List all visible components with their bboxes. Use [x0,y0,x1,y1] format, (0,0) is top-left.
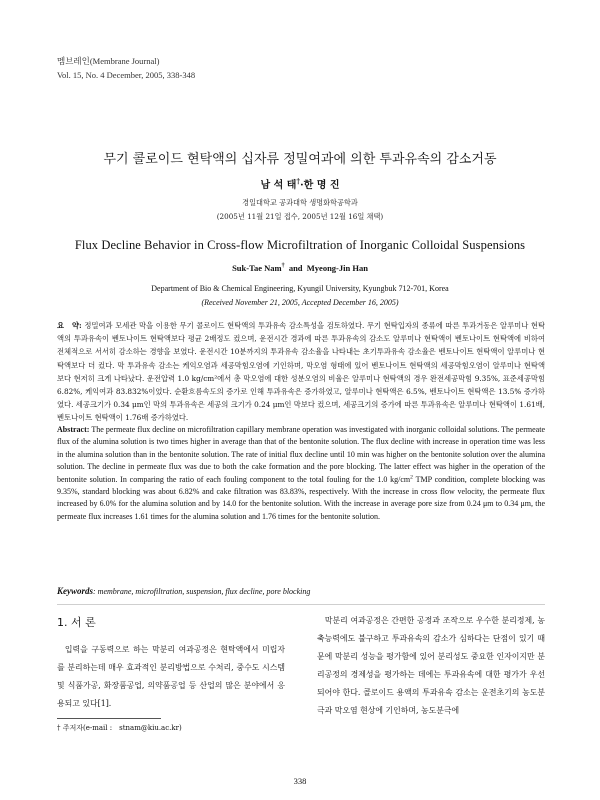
author-separator: · [300,180,304,191]
journal-name: 멤브레인(Membrane Journal) [57,56,160,66]
keywords-list: : membrane, microfiltration, suspension, flux decline, pore blocking [93,587,311,596]
journal-header [57,54,195,82]
intro-paragraph-right: 막분리 여과공정은 간편한 공정과 조작으로 우수한 분리정제, 농축능력에도 불구하고 투과유속의 감소가 심하다는 단점이 있기 때문에 막분리 성능을 평가함에 있어 분리성도 중요한 인자이지만 분리공정의 경제성을 평가하는 데에는 투과유속에 대한 평가가 우선되어야 한다. 콜로이드 용액의 투과유속 감소는 운전초기의 농도분극과 막오염 현상에 기인하며, 농도분극에 [317,616,545,715]
english-received: (Received November 21, 2005, Accepted December 16, 2005) [201,298,399,307]
english-affiliation [0,282,600,310]
korean-abstract [57,319,545,425]
keywords-label: Keywords [57,586,93,596]
english-dept: Department of Bio & Chemical Engineering, Kyungil University, Kyungbuk 712-701, Korea [151,284,449,293]
author-2-en: Myeong-Jin Han [306,263,368,273]
korean-abstract-label: 요 약: [57,321,82,330]
corresponding-mark: † [296,176,301,186]
author-and: and [288,263,303,273]
corresponding-mark-en: † [281,263,285,270]
korean-dates: (2005년 11월 21일 접수, 2005년 12월 16일 채택) [216,212,384,221]
english-authors [0,263,600,273]
author-1: 남 석 태 [260,180,297,191]
section-divider [57,604,545,605]
body-left-column [57,641,285,713]
korean-authors [0,176,600,191]
keywords [57,586,545,596]
korean-dept: 경일대학교 공과대학 생명화학공학과 [242,198,358,207]
english-abstract-label: Abstract: [57,425,90,434]
page-number: 338 [293,776,307,786]
korean-title: 무기 콜로이드 현탁액의 십자류 정밀여과에 의한 투과유속의 감소거동 [103,152,497,167]
korean-abstract-text: 정밀여과 모세관 막을 이용한 무기 콜로이드 현탁액의 투과유속 감소특성을 검토하였다. 무기 현탁입자의 종류에 따른 투과거동은 알루미나 현탁액의 투과유속이 벤토나이트 현탁액보다 평균 2배정도 컸으며, 운전시간 경과에 따른 투과유속의 감소도 알루미나 현탁액이 벤토나이트 현탁액에 비하여 전체적으로 서서히 감소하는 경향을 보였다. 운전시간 10분까지의 투과유속 감소율을 나타내는 초기투과유속 감소율은 벤토나이트 현탁액이 알루미나 현탁액보다 더 컸다. 막 투과유속 감소는 케익오염과 세공막힘오염에 기인하며, 막오염 형태에 있어 벤토나이트 현탁액의 세공막힘오염이 알루미나 현탁액 보다 현저히 크게 나타났다. 운전압력 1.0 kg/cm²에서 총 막오염에 대한 성분오염의 비율은 알루미나 현탁액의 경우 완전세공막힘 9.35%, 표준세공막힘 6.82%, 케익여과 83.832%이었다. 순환흐름속도의 증가로 인해 투과유속은 증가하였고, 알루미나 현탁액은 6.5%, 벤토나이트 현탁액은 13.5% 증가하였다. 세공크기가 0.34 μm인 막의 투과유속은 세공의 크기가 0.24 μm인 막보다 컸으며, 세공크기의 증가에 따른 투과유속은 알루미나 현탁액이 1.61배, 벤토나이트 현탁액이 1.76배 증가하였다. [57,321,545,423]
english-abstract [57,424,545,523]
footnote: † 주저자(e-mail : stnam@kiu.ac.kr) [57,724,182,732]
english-title: Flux Decline Behavior in Cross-flow Microfiltration of Inorganic Colloidal Suspensions [74,238,526,252]
section-heading: 1. 서 론 [57,616,96,629]
footnote-divider [57,718,161,719]
body-right-column [317,612,545,720]
superscript: 2 [410,473,413,480]
korean-affiliation [0,196,600,224]
journal-volume: Vol. 15, No. 4 December, 2005, 338-348 [57,70,196,80]
intro-paragraph-left: 입력을 구동력으로 하는 막분리 여과공정은 현탁액에서 미립자를 분리하는데 매우 효과적인 분리방법으로 수처리, 중수도 시스템 및 식품가공, 화장품공업, 의약품공업 등 산업의 많은 분야에서 응용되고 있다[1]. [57,645,285,708]
author-2: 한 명 진 [303,180,340,191]
author-1-en: Suk-Tae Nam [232,263,282,273]
english-abstract-text-1: The permeate flux decline on microfiltration capillary membrane operation was investigated with inorganic colloidal solutions. The permeate flux of the alumina solution is two times higher in average than that of the bentonite solution. The flux decline with increase in operation time was less in the alumina solution than in the bentonite solution. The rate of initial flux decline until 10 min was higher on the bentonite solution over the alumina solution. The decline in permeate flux was due to both the cake formation and the pore blocking. The latter effect was higher in the operation of the bentonite solution. In comparing the ratio of each fouling component to the total fouling for the 1.0 kg/cm [57,425,545,484]
english-abstract-text-2: TMP condition, complete blocking was 9.35%, standard blocking was about 6.82% and cake filtration was 83.83%, respectively. With the increase in cross flow velocity, the permeate flux increased by 6.0% for the alumina solution and by 14.0 for the bentonite solution. With the increase in average pore size from 0.24 μm to 0.34 μm, the permeate flux increases 1.61 times for the alumina solution and 1.76 times for the bentonite solution. [57,474,546,521]
